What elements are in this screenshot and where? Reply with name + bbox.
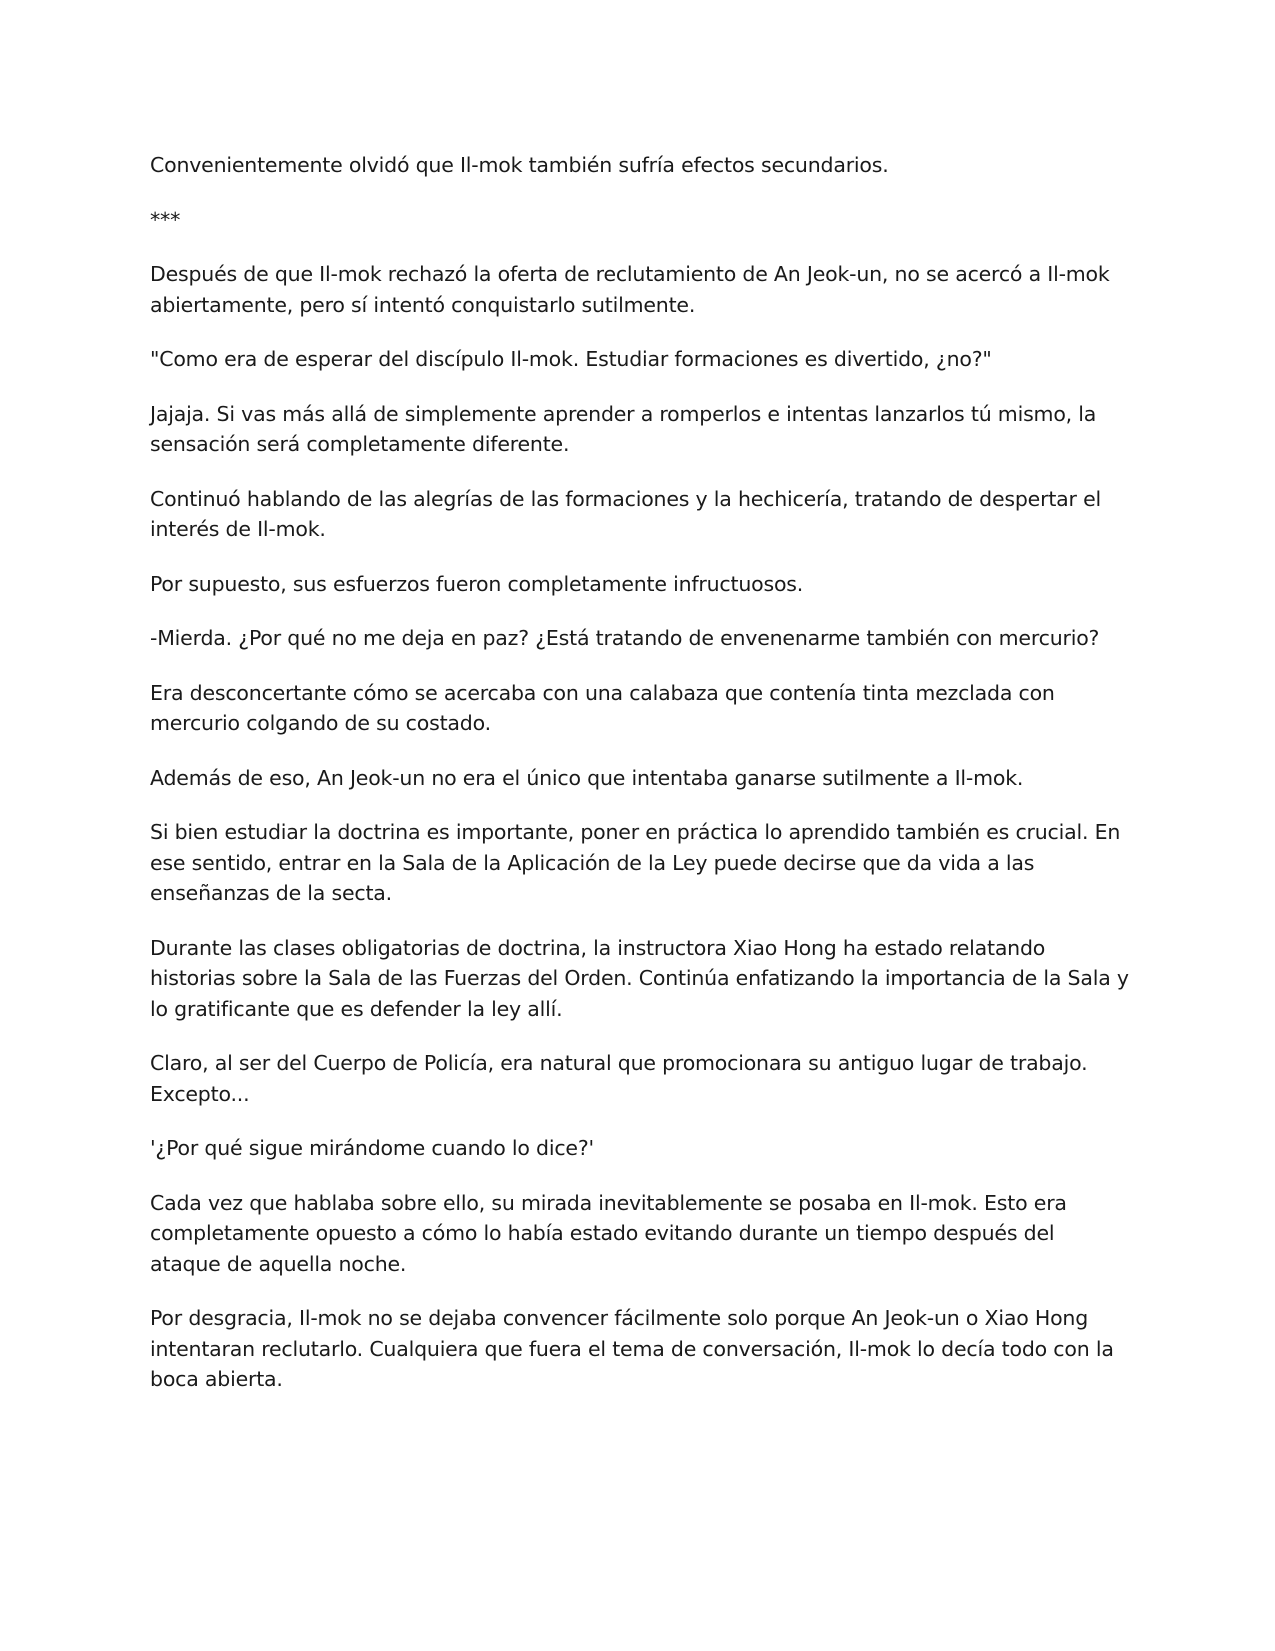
paragraph: Después de que Il-mok rechazó la oferta de reclutamiento de An Jeok-un, no se acercó a Il-mok abiertamente, pero sí intentó conquistarlo sutilmente. — [150, 262, 1110, 317]
document-body — [150, 150, 1130, 1419]
paragraph: Era desconcertante cómo se acercaba con una calabaza que contenía tinta mezclada con mercurio colgando de su costado. — [150, 680, 1055, 735]
paragraph: Continuó hablando de las alegrías de las formaciones y la hechicería, tratando de despertar el interés de Il-mok. — [150, 486, 1101, 541]
paragraph: Por desgracia, Il-mok no se dejaba convencer fácilmente solo porque An Jeok-un o Xiao Hong intentaran reclutarlo. Cualquiera que fuera el tema de conversación, Il-mok lo decía todo con la boca abierta. — [150, 1306, 1114, 1391]
paragraph: Claro, al ser del Cuerpo de Policía, era natural que promocionara su antiguo lugar de trabajo. Excepto... — [150, 1051, 1088, 1106]
paragraph: Jajaja. Si vas más allá de simplemente aprender a romperlos e intentas lanzarlos tú mismo, la sensación será completamente diferente. — [150, 401, 1097, 456]
paragraph: "Como era de esperar del discípulo Il-mok. Estudiar formaciones es divertido, ¿no?" — [150, 347, 992, 371]
paragraph: Cada vez que hablaba sobre ello, su mirada inevitablemente se posaba en Il-mok. Esto era completamente opuesto a cómo lo había estado evitando durante un tiempo después del ataque de aquella noche. — [150, 1190, 1067, 1276]
paragraph: Si bien estudiar la doctrina es importante, poner en práctica lo aprendido también es crucial. En ese sentido, entrar en la Sala de la Aplicación de la Ley puede decirse que da vida a las enseñanzas de la secta. — [150, 820, 1121, 905]
paragraph: -Mierda. ¿Por qué no me deja en paz? ¿Está tratando de envenenarme también con mercurio? — [150, 626, 1100, 650]
section-separator: *** — [150, 207, 181, 232]
paragraph: Además de eso, An Jeok-un no era el único que intentaba ganarse sutilmente a Il-mok. — [150, 765, 1024, 790]
paragraph: Durante las clases obligatorias de doctrina, la instructora Xiao Hong ha estado relatando historias sobre la Sala de las Fuerzas del Orden. Continúa enfatizando la importancia de la Sala y lo gratificante que es defender la ley allí. — [150, 935, 1129, 1021]
paragraph: Convenientemente olvidó que Il-mok también sufría efectos secundarios. — [150, 153, 889, 177]
paragraph: '¿Por qué sigue mirándome cuando lo dice?' — [150, 1136, 594, 1160]
paragraph: Por supuesto, sus esfuerzos fueron completamente infructuosos. — [150, 571, 804, 596]
